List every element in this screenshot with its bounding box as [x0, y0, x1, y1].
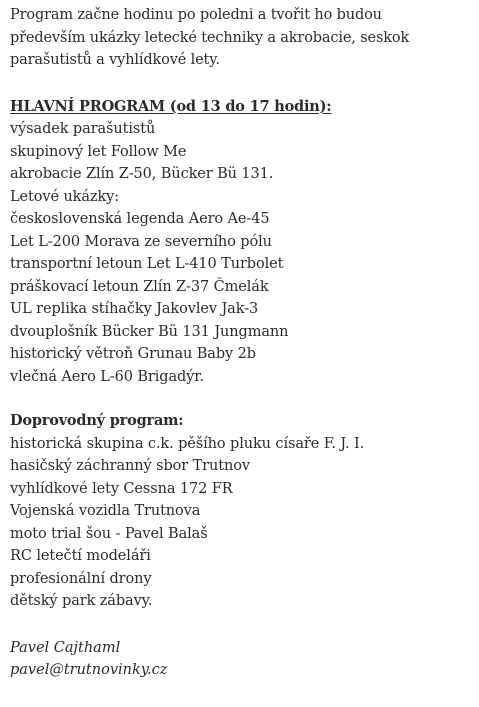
side-program-item: moto trial šou - Pavel Balaš	[10, 525, 208, 542]
main-program-heading: HLAVNÍ PROGRAM (od 13 do 17 hodin):	[10, 97, 332, 115]
author-name: Pavel Cajthaml	[10, 639, 121, 656]
side-program-item: profesionální drony	[10, 570, 152, 587]
main-program-item: akrobacie Zlín Z-50, Bücker Bü 131.	[10, 166, 274, 182]
main-program-item: historický větroň Grunau Baby 2b	[10, 346, 256, 362]
side-program-list	[10, 433, 479, 613]
main-program-list	[10, 118, 479, 388]
main-program-section	[10, 96, 479, 389]
main-program-item: dvouplošník Bücker Bü 131 Jungmann	[10, 323, 289, 340]
main-program-item: výsadek parašutistů	[10, 121, 156, 137]
intro-paragraph: Program začne hodinu po poledni a tvořit ho budou především ukázky letecké techniky a akrobacie, seskok parašutistů a vyhlídkové lety.	[10, 7, 410, 68]
side-program-section	[10, 410, 479, 613]
side-program-item: RC letečtí modeláři	[10, 548, 151, 564]
main-program-item: československá legenda Aero Ae-45	[10, 211, 270, 227]
side-program-item: hasičský záchranný sbor Trutnov	[10, 458, 250, 474]
main-program-item: skupinový let Follow Me	[10, 143, 187, 160]
main-program-item: UL replika stíhačky Jakovlev Jak-3	[10, 301, 259, 317]
side-program-item: Vojenská vozidla Trutnova	[10, 503, 201, 519]
side-program-heading: Doprovodný program:	[10, 412, 184, 429]
main-program-item: práškovací letoun Zlín Z-37 Čmelák	[10, 278, 269, 295]
main-program-item: vlečná Aero L-60 Brigadýr.	[10, 368, 205, 385]
main-program-item: Let L-200 Morava ze severního pólu	[10, 233, 272, 250]
side-program-item: historická skupina c.k. pěšího pluku císaře F. J. I.	[10, 435, 365, 452]
side-program-item: vyhlídkové lety Cessna 172 FR	[10, 480, 233, 497]
author-email: pavel@trutnovinky.cz	[10, 662, 168, 678]
main-program-item: transportní letoun Let L-410 Turbolet	[10, 256, 284, 272]
signature-block	[10, 637, 479, 682]
side-program-item: dětský park zábavy.	[10, 593, 153, 609]
main-program-item: Letové ukázky:	[10, 188, 120, 205]
